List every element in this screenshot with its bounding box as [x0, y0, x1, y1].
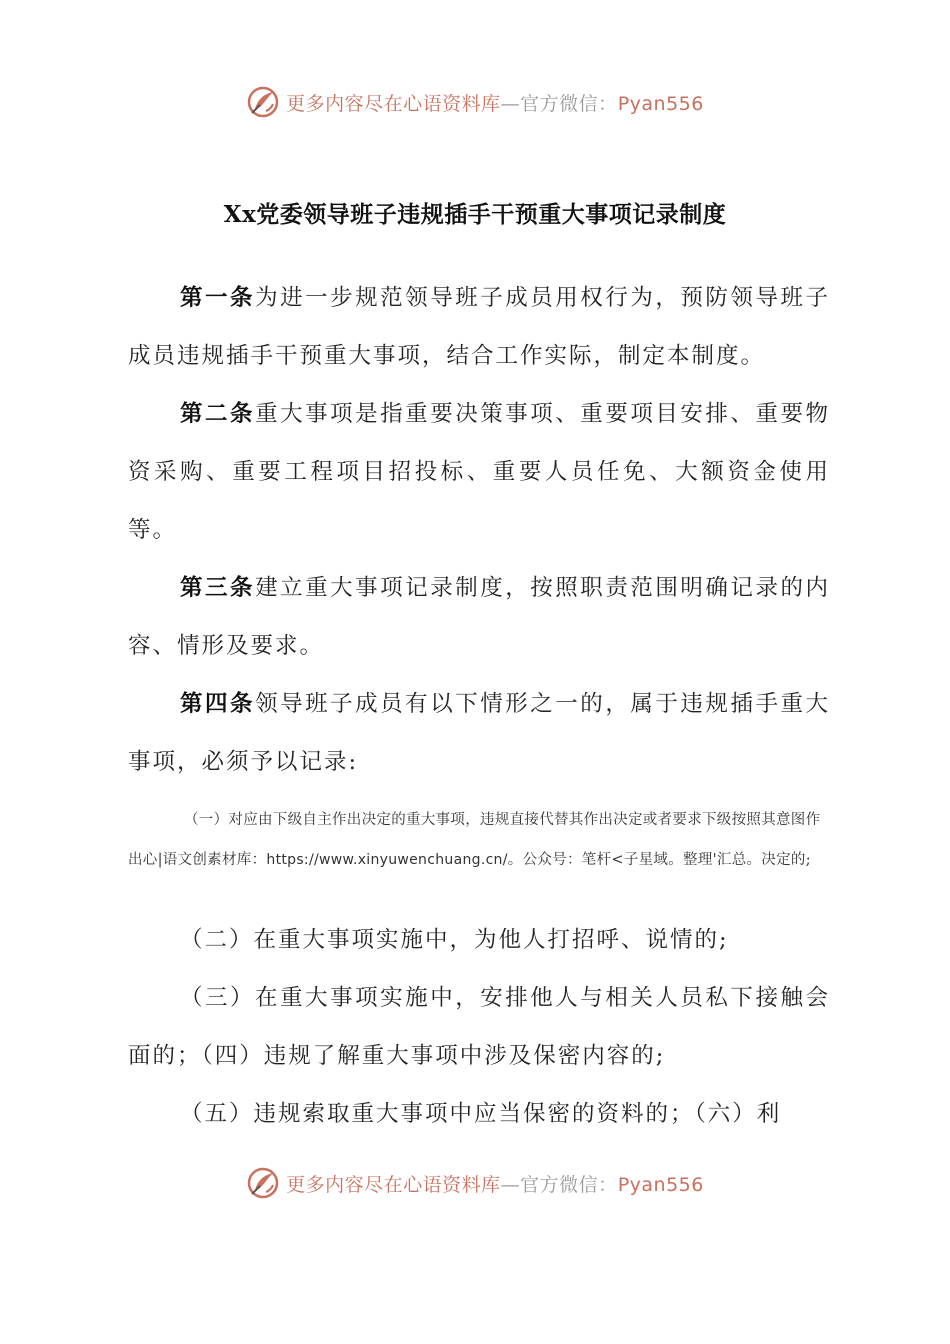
article-2 [128, 385, 830, 559]
article-1 [128, 269, 830, 385]
article-head: 第四条 [180, 691, 256, 717]
article-head: 第二条 [180, 401, 256, 427]
article-body: 建立重大事项记录制度，按照职责范围明确记录的内容、情形及要求。 [128, 575, 830, 659]
watermark-logo-icon [246, 1166, 280, 1200]
article-head: 第一条 [180, 285, 256, 311]
article-3 [128, 559, 830, 675]
document-title: Xx党委领导班子违规插手干预重大事项记录制度 [223, 201, 727, 228]
watermark-text: 更多内容尽在心语资料库—官方微信：Pyan556 [286, 92, 704, 115]
watermark-banner-bottom [0, 1163, 950, 1203]
list-item-2: （二）在重大事项实施中，为他人打招呼、说情的; [180, 927, 729, 953]
list-item-1: （一）对应由下级自主作出决定的重大事项，违规直接代替其作出决定或者要求下级按照其意图作出心|语文创素材库：https://www.xinyuwenchuang.cn/。公众号：笔杆<子星域。整理'汇总。决定的; [128, 812, 821, 868]
list-item-5: （五）违规索取重大事项中应当保密的资料的；（六）利 [180, 1101, 782, 1127]
source-url: https://www.xinyuwenchuang.cn/ [266, 852, 508, 868]
watermark-text: 更多内容尽在心语资料库—官方微信：Pyan556 [286, 1173, 704, 1196]
article-4 [128, 675, 830, 791]
watermark-logo-icon [246, 85, 280, 119]
watermark-banner-top [0, 82, 950, 122]
article-body: 领导班子成员有以下情形之一的，属于违规插手重大事项，必须予以记录: [128, 691, 830, 775]
article-body: 为进一步规范领导班子成员用权行为，预防领导班子成员违规插手干预重大事项，结合工作实际，制定本制度。 [128, 285, 830, 369]
article-head: 第三条 [180, 575, 256, 601]
list-item-3: （三）在重大事项实施中，安排他人与相关人员私下接触会面的；（四）违规了解重大事项中涉及保密内容的; [128, 985, 830, 1069]
article-body: 重大事项是指重要决策事项、重要项目安排、重要物资采购、重要工程项目招投标、重要人员任免、大额资金使用等。 [128, 401, 830, 543]
